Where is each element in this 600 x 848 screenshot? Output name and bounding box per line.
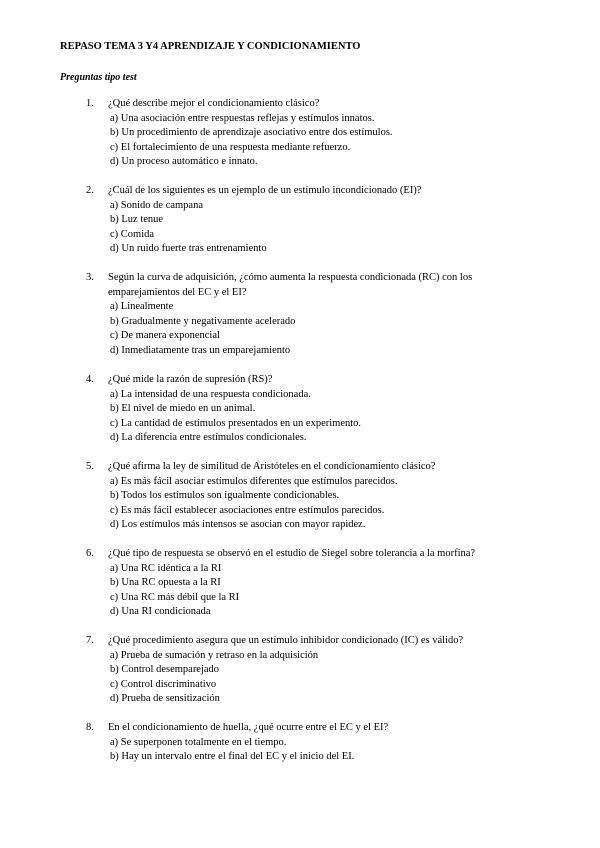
question-text: ¿Qué mide la razón de supresión (RS)? — [108, 374, 273, 385]
question-text: En el condicionamiento de huella, ¿qué ocurre entre el EC y el EI? — [108, 722, 389, 733]
answer-option: d) Una RI condicionada — [110, 606, 211, 618]
answer-options — [86, 112, 526, 170]
question-stem — [86, 721, 526, 736]
answer-option: c) La cantidad de estímulos presentados en un experimento. — [110, 417, 362, 429]
answer-option: b) Gradualmente y negativamente acelerado — [110, 315, 296, 327]
answer-option: a) Linealmente — [110, 301, 174, 312]
answer-option: a) La intensidad de una respuesta condicionada. — [110, 388, 311, 400]
question-item — [86, 721, 526, 765]
question-number: 8. — [86, 722, 94, 733]
answer-option: a) Sonido de campana — [110, 199, 204, 211]
question-text: ¿Cuál de los siguientes es un ejemplo de un estímulo incondicionado (EI)? — [108, 185, 422, 196]
answer-option: b) Un procedimiento de aprendizaje asociativo entre dos estímulos. — [110, 127, 393, 139]
answer-option: a) Es más fácil asociar estímulos diferentes que estímulos parecidos. — [110, 475, 398, 487]
question-item — [86, 460, 526, 533]
question-number: 5. — [86, 461, 94, 472]
answer-option: d) Un proceso automático e innato. — [110, 156, 258, 168]
question-text: ¿Qué afirma la ley de similitud de Aristóteles en el condicionamiento clásico? — [108, 461, 436, 472]
answer-option: b) Hay un intervalo entre el final del EC y el inicio del EI. — [110, 751, 355, 763]
answer-option: d) La diferencia entre estímulos condicionales. — [110, 432, 307, 444]
answer-option: a) Se superponen totalmente en el tiempo. — [110, 736, 287, 748]
question-stem — [86, 184, 526, 199]
answer-option: d) Prueba de sensitización — [110, 693, 220, 705]
question-item — [86, 547, 526, 620]
answer-option: d) Inmediatamente tras un emparejamiento — [110, 344, 291, 356]
answer-option: d) Los estímulos más intensos se asocian con mayor rapidez. — [110, 519, 366, 531]
answer-options — [86, 199, 526, 257]
answer-option: c) Comida — [110, 228, 155, 240]
answer-option: a) Una asociación entre respuestas reflejas y estímulos innatos. — [110, 112, 375, 124]
answer-option: b) Todos los estímulos son igualmente condicionables. — [110, 490, 340, 502]
answer-option: b) Luz tenue — [110, 214, 164, 226]
question-stem — [86, 271, 526, 300]
question-stem — [86, 634, 526, 649]
answer-option: b) El nivel de miedo en un animal. — [110, 403, 256, 415]
question-item — [86, 271, 526, 358]
answer-options — [86, 649, 526, 707]
answer-option: d) Un ruido fuerte tras entrenamiento — [110, 243, 267, 255]
answer-options — [86, 300, 526, 358]
question-text: ¿Qué tipo de respuesta se observó en el estudio de Siegel sobre tolerancia a la morfina? — [108, 548, 476, 559]
question-stem — [86, 373, 526, 388]
answer-option: c) El fortalecimiento de una respuesta mediante refuerzo. — [110, 141, 351, 153]
answer-options — [86, 475, 526, 533]
question-item — [86, 97, 526, 170]
answer-option: c) Es más fácil establecer asociaciones entre estímulos parecidos. — [110, 504, 385, 516]
question-number: 2. — [86, 185, 94, 196]
question-text: ¿Qué procedimiento asegura que un estímulo inhibidor condicionado (IC) es válido? — [108, 635, 464, 646]
answer-option: c) De manera exponencial — [110, 330, 220, 342]
answer-option: a) Una RC idéntica a la RI — [110, 562, 222, 574]
answer-option: c) Una RC más débil que la RI — [110, 591, 240, 603]
question-text: ¿Qué describe mejor el condicionamiento clásico? — [108, 98, 320, 109]
section-heading: Preguntas tipo test — [60, 72, 137, 83]
question-item — [86, 634, 526, 707]
question-stem — [86, 547, 526, 562]
question-number: 4. — [86, 374, 94, 385]
question-number: 6. — [86, 548, 94, 559]
question-stem — [86, 460, 526, 475]
answer-option: b) Una RC opuesta a la RI — [110, 577, 221, 589]
question-item — [86, 184, 526, 257]
answer-options — [86, 388, 526, 446]
question-text: Según la curva de adquisición, ¿cómo aumenta la respuesta condicionada (RC) con los emparejamientos del EC y el EI? — [108, 272, 473, 298]
question-number: 3. — [86, 272, 94, 283]
question-stem — [86, 97, 526, 112]
question-item — [86, 373, 526, 446]
answer-option: a) Prueba de sumación y retraso en la adquisición — [110, 649, 319, 661]
answer-option: c) Control discriminativo — [110, 678, 217, 690]
answer-options — [86, 562, 526, 620]
answer-option: b) Control desemparejado — [110, 664, 220, 676]
question-number: 7. — [86, 635, 94, 646]
question-number: 1. — [86, 98, 94, 109]
answer-options — [86, 736, 526, 765]
document-title: REPASO TEMA 3 Y4 APRENDIZAJE Y CONDICIONAMIENTO — [60, 41, 361, 52]
